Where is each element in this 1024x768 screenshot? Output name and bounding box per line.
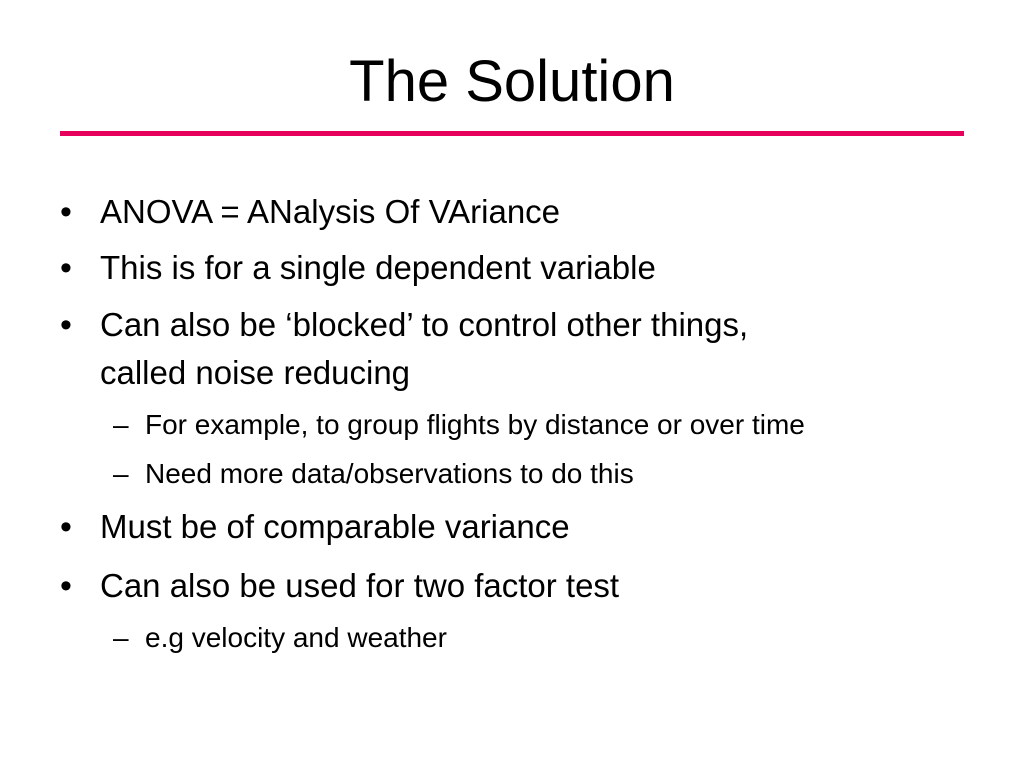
bullet-text: ANOVA = ANalysis Of VAriance	[100, 193, 561, 230]
bullet-marker: •	[60, 193, 72, 231]
bullet-marker: •	[60, 249, 72, 287]
bullet-text-line-2: called noise reducing	[100, 354, 411, 391]
sub-bullet-marker: –	[113, 409, 129, 440]
sub-bullet-text: For example, to group flights by distance or over time	[145, 409, 805, 440]
slide-title: The Solution	[349, 49, 675, 114]
bullet-text: Can also be used for two factor test	[100, 567, 620, 604]
bullet-text-line-1: Can also be ‘blocked’ to control other things,	[100, 306, 749, 343]
sub-bullet-marker: –	[113, 622, 129, 653]
bullet-text: This is for a single dependent variable	[100, 249, 656, 286]
sub-bullet-text: Need more data/observations to do this	[145, 458, 634, 489]
bullet-marker: •	[60, 567, 72, 605]
sub-bullet-text: e.g velocity and weather	[145, 622, 447, 653]
sub-bullet-marker: –	[113, 458, 129, 489]
bullet-marker: •	[60, 508, 72, 546]
bullet-text: Must be of comparable variance	[100, 508, 570, 545]
bullet-marker: •	[60, 306, 72, 344]
